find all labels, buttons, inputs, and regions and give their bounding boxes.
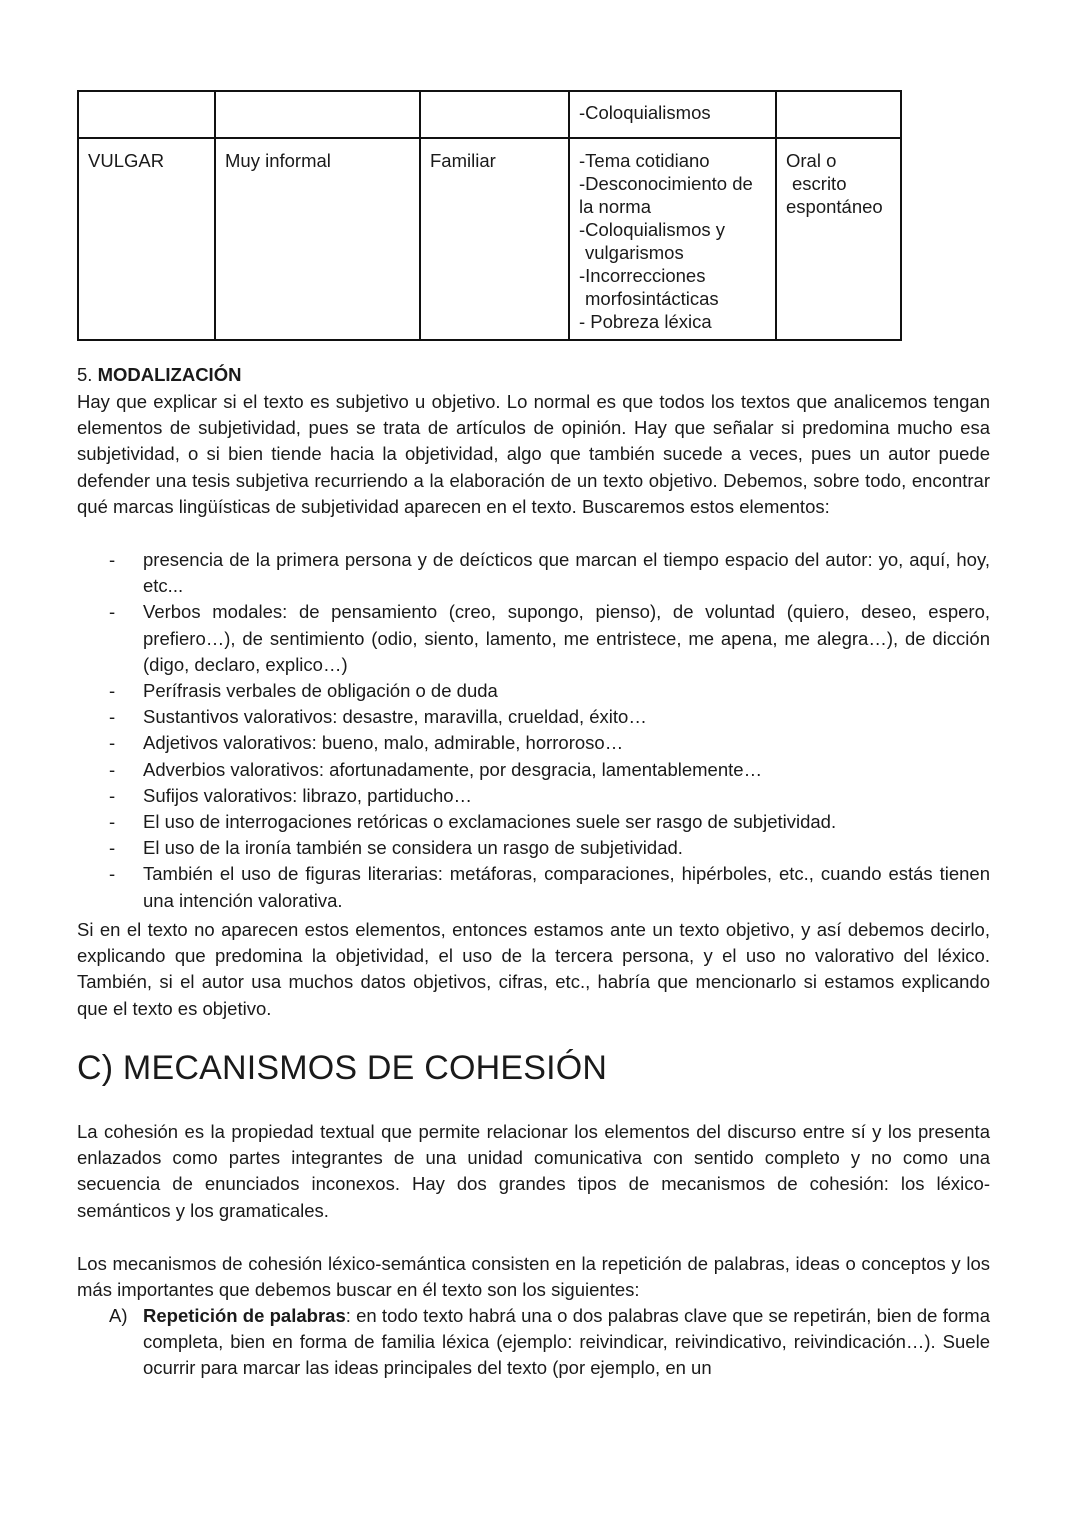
bullet-mark: - [109, 732, 116, 754]
table-cell [215, 91, 420, 138]
table-cell [776, 138, 901, 340]
list-item [77, 783, 990, 809]
channel-line: Oral o [786, 150, 837, 171]
bullet-mark: - [109, 758, 116, 780]
list-item-text: presencia de la primera persona y de deícticos que marcan el tiempo espacio del autor: yo, aquí, hoy, etc... [143, 549, 990, 597]
bullet-mark: - [109, 784, 116, 806]
list-item [77, 599, 990, 678]
list-item-text: Sufijos valorativos: librazo, partiducho… [143, 784, 473, 806]
channel-line: espontáneo [786, 196, 883, 217]
cell-text: -Coloquialismos [579, 102, 711, 123]
table-cell [78, 91, 215, 138]
feature-line: morfosintácticas [585, 288, 719, 309]
section-5-heading [77, 362, 241, 388]
section-title: MODALIZACIÓN [97, 364, 242, 385]
table-cell [569, 138, 776, 340]
list-item-text: También el uso de figuras literarias: metáforas, comparaciones, hipérboles, etc., cuando estás tienen una intención valorativa. [143, 863, 990, 911]
list-item-text: Sustantivos valorativos: desastre, maravilla, crueldad, éxito… [143, 706, 647, 728]
bullet-mark: - [109, 601, 116, 623]
bullet-mark: - [109, 837, 116, 859]
register-table [77, 90, 902, 341]
list-item [77, 547, 990, 599]
feature-line: vulgarismos [585, 242, 684, 263]
table-cell [420, 91, 569, 138]
table-cell [215, 138, 420, 340]
cohesion-mechanisms-list [77, 1303, 990, 1382]
table-row [78, 91, 901, 138]
list-item [77, 678, 990, 704]
channel-line: escrito [792, 173, 847, 194]
table-cell [569, 91, 776, 138]
bullet-mark: - [109, 863, 116, 885]
list-item [77, 757, 990, 783]
cohesion-definition: La cohesión es la propiedad textual que permite relacionar los elementos del discurso entre sí y los presenta enlazados como partes integrantes de una unidad comunicativa con sentido completo y no como una secuencia de enunciados inconexos. Hay dos grandes tipos de mecanismos de cohesión: los léxico-semánticos y los gramaticales. [77, 1121, 990, 1221]
list-letter: A) [109, 1305, 128, 1326]
feature-line: -Incorrecciones [579, 265, 706, 286]
lexical-cohesion-intro: Los mecanismos de cohesión léxico-semántica consisten en la repetición de palabras, ideas o conceptos y los más importantes que debemos buscar en él texto son los siguientes: [77, 1253, 990, 1301]
feature-line: -Coloquialismos y [579, 219, 725, 240]
section-5-intro: Hay que explicar si el texto es subjetivo u objetivo. Lo normal es que todos los textos que analicemos tengan elementos de subjetividad, pues se trata de artículos de opinión. Hay que señalar si predomina mucho esa subjetividad, o si bien tiende hacia la objetividad, algo que también sucede a veces, pues un autor puede defender una tesis subjetiva recurriendo a la elaboración de un texto objetivo. Debemos, sobre todo, encontrar qué marcas lingüísticas de subjetividad aparecen en el texto. Buscaremos estos elementos: [77, 391, 990, 517]
list-item-text: Perífrasis verbales de obligación o de duda [143, 680, 498, 702]
list-item [77, 809, 990, 835]
bullet-mark: - [109, 811, 116, 833]
feature-line: la norma [579, 196, 651, 217]
feature-line: - Pobreza léxica [579, 311, 712, 332]
table-cell [420, 138, 569, 340]
list-item-text: Verbos modales: de pensamiento (creo, supongo, pienso), de voluntad (quiero, deseo, espero, prefiero…), de sentimiento (odio, siento, lamento, me entristece, me apena, me alegra…), de dicción (digo, declaro, explico…) [143, 601, 990, 675]
bullet-mark: - [109, 549, 116, 570]
mechanism-term: Repetición de palabras [143, 1305, 346, 1326]
section-c-heading: C) MECANISMOS DE COHESIÓN [77, 1049, 608, 1087]
bullet-mark: - [109, 680, 116, 702]
mechanism-description: : en todo texto habrá una o dos palabras clave que se repetirán, bien de forma completa, bien en forma de familia léxica (ejemplo: reivindicar, reivindicativo, reivindicación…). Suele ocurrir para marcar las ideas principales del texto (por ejemplo, en un [143, 1305, 990, 1379]
feature-line: -Desconocimiento de [579, 173, 753, 194]
list-item-text: El uso de la ironía también se considera un rasgo de subjetividad. [143, 837, 683, 859]
list-item [77, 704, 990, 730]
register-level: Muy informal [225, 150, 331, 171]
list-item [77, 1303, 990, 1382]
register-label: VULGAR [88, 150, 165, 171]
table-row [78, 138, 901, 340]
section-5-closing: Si en el texto no aparecen estos elementos, entonces estamos ante un texto objetivo, y así debemos decirlo, explicando que predomina la objetividad, el uso de la tercera persona, y el uso no valorativo del léxico. También, si el autor usa muchos datos objetivos, cifras, etc., habría que mencionarlo si estamos explicando que el texto es objetivo. [77, 919, 990, 1019]
list-item-text: Adjetivos valorativos: bueno, malo, admirable, horroroso… [143, 732, 624, 754]
subjectivity-markers-list [77, 547, 990, 914]
section-number: 5. [77, 364, 98, 385]
list-item [77, 730, 990, 756]
feature-line: -Tema cotidiano [579, 150, 710, 171]
list-item-text: Adverbios valorativos: afortunadamente, por desgracia, lamentablemente… [143, 758, 763, 780]
table-cell [776, 91, 901, 138]
list-item-text: El uso de interrogaciones retóricas o exclamaciones suele ser rasgo de subjetividad. [143, 811, 837, 833]
table-cell [78, 138, 215, 340]
list-item [77, 861, 990, 913]
register-context: Familiar [430, 150, 496, 171]
list-item [77, 835, 990, 861]
bullet-mark: - [109, 706, 116, 728]
